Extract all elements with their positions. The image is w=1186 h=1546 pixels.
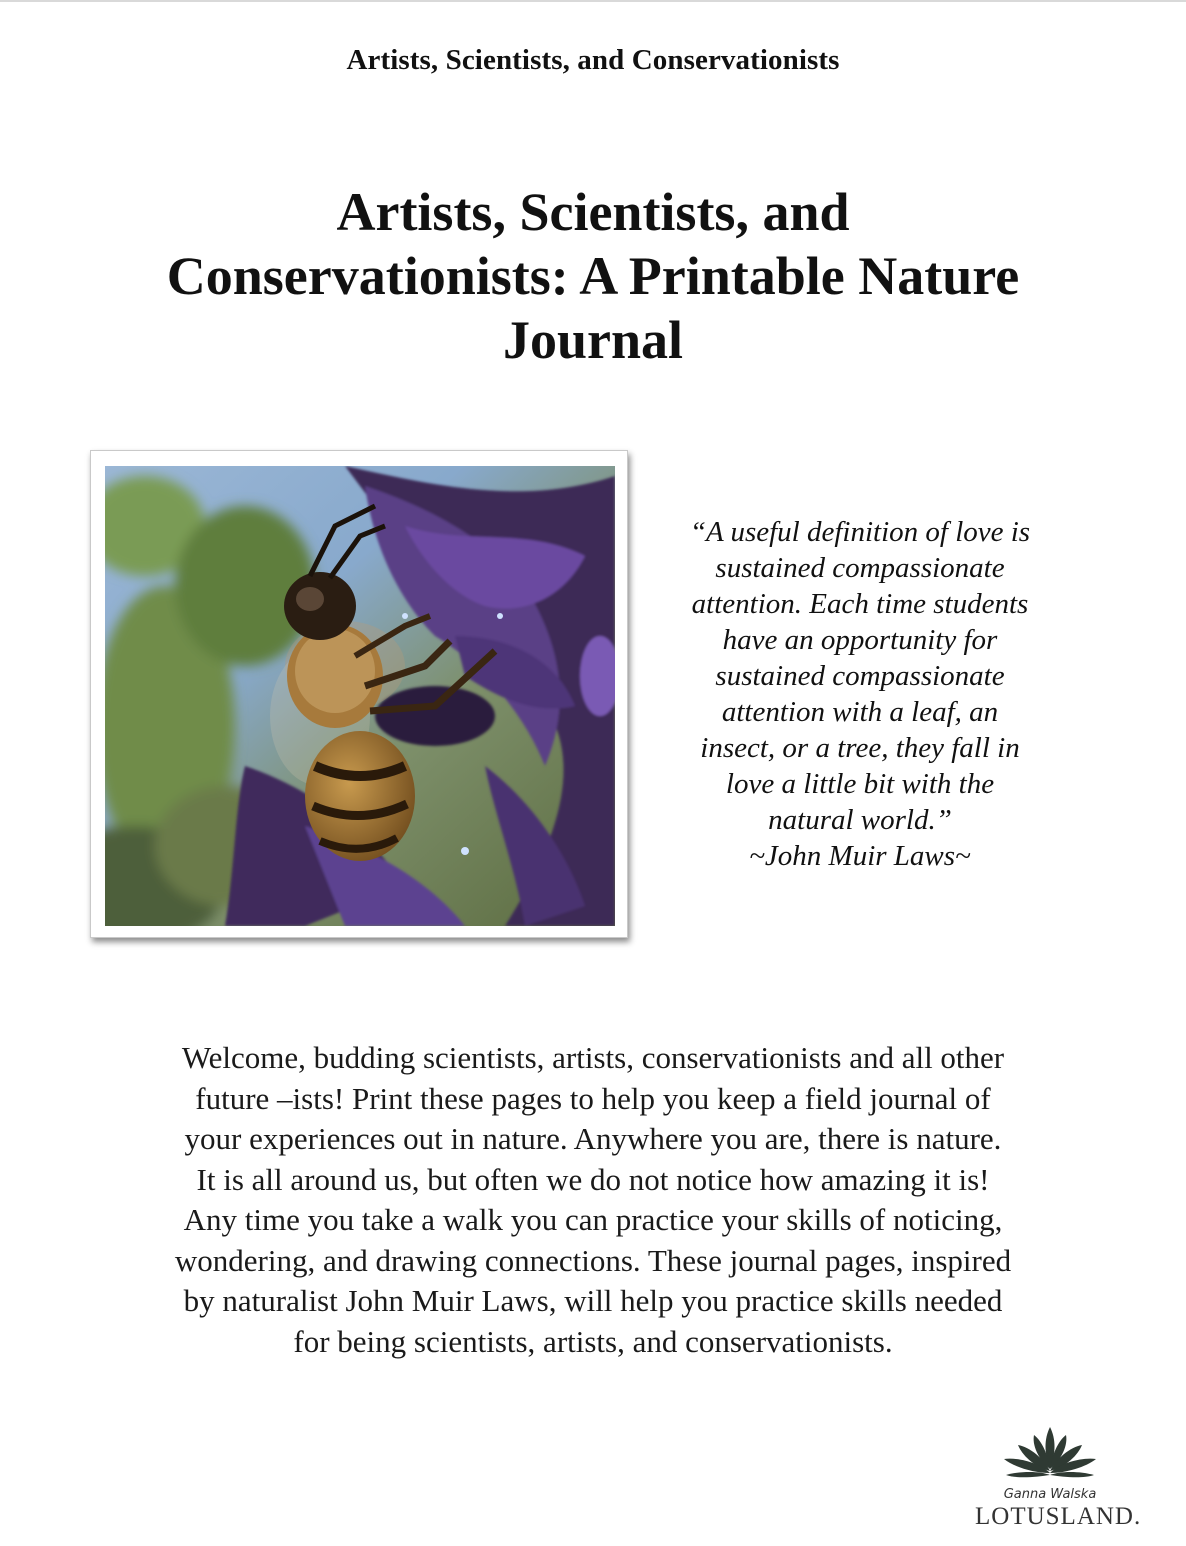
- intro-line: your experiences out in nature. Anywhere you are, there is nature.: [184, 1121, 1002, 1156]
- bee-photo: [105, 466, 615, 926]
- lotusland-logo: [975, 1425, 1142, 1545]
- intro-line: future –ists! Print these pages to help you keep a field journal of: [195, 1080, 991, 1116]
- quote-line: sustained compassionate: [715, 660, 1005, 692]
- quote-block: [650, 514, 1070, 874]
- title-line-2: Conservationists: A Printable Nature: [166, 246, 1020, 306]
- quote-attribution: ~John Muir Laws~: [749, 840, 971, 872]
- logo-name: LOTUSLAND.: [975, 1503, 1142, 1530]
- quote-line: have an opportunity for: [722, 624, 998, 656]
- intro-line: It is all around us, but often we do not notice how amazing it is!: [196, 1161, 990, 1197]
- photo-frame: [90, 450, 628, 938]
- logo-subtitle: Ganna Walska: [1003, 1487, 1097, 1502]
- intro-line: by naturalist John Muir Laws, will help you practice skills needed: [183, 1283, 1003, 1318]
- quote-line: attention with a leaf, an: [721, 696, 999, 728]
- lotus-icon: [1000, 1425, 1100, 1485]
- intro-line: wondering, and drawing connections. These journal pages, inspired: [174, 1242, 1012, 1278]
- running-header: Artists, Scientists, and Conservationists: [346, 44, 840, 76]
- intro-line: Any time you take a walk you can practice your skills of noticing,: [183, 1202, 1003, 1237]
- intro-paragraph: [118, 1038, 1068, 1362]
- page-title: [120, 180, 1066, 372]
- quote-line: insect, or a tree, they fall in: [700, 732, 1020, 764]
- intro-line: for being scientists, artists, and conservationists.: [293, 1323, 893, 1359]
- quote-line: attention. Each time students: [691, 588, 1029, 620]
- title-line-1: Artists, Scientists, and: [336, 182, 850, 242]
- quote-line: natural world.”: [768, 804, 952, 836]
- quote-line: “A useful definition of love is: [689, 516, 1031, 548]
- quote-line: love a little bit with the: [725, 768, 995, 800]
- intro-line: Welcome, budding scientists, artists, conservationists and all other: [181, 1040, 1005, 1075]
- top-rule: [0, 0, 1186, 2]
- quote-line: sustained compassionate: [715, 552, 1005, 584]
- title-line-3: Journal: [502, 310, 684, 370]
